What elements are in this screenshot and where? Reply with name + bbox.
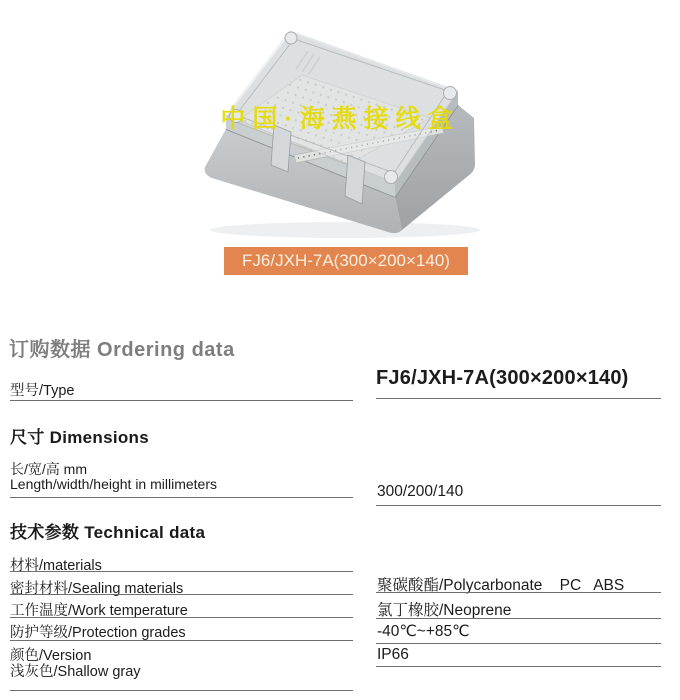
temperature-value: -40℃~+85℃: [377, 623, 470, 640]
divider-line: [376, 592, 661, 593]
size-label-zh: 长/宽/高 mm: [10, 461, 87, 477]
divider-line: [10, 690, 353, 691]
divider-line: [376, 666, 661, 667]
work-temperature-label: 工作温度/Work temperature: [10, 603, 188, 619]
divider-line: [376, 618, 661, 619]
ordering-data-heading: 订购数据 Ordering data: [9, 339, 235, 361]
divider-line: [10, 571, 353, 572]
protection-grades-label: 防护等级/Protection grades: [10, 625, 186, 641]
sealing-value: 氯丁橡胶/Neoprene: [377, 602, 512, 619]
materials-label: 材料/materials: [10, 558, 102, 574]
size-label-en: Length/width/height in millimeters: [10, 476, 217, 492]
product-image: [190, 25, 490, 245]
shallow-gray-label: 浅灰色/Shallow gray: [10, 664, 141, 680]
divider-line: [10, 497, 353, 498]
divider-line: [10, 640, 353, 641]
sealing-materials-label: 密封材料/Sealing materials: [10, 581, 184, 597]
junction-box-illustration: [190, 25, 490, 245]
technical-data-heading: 技术参数 Technical data: [10, 523, 206, 542]
divider-line: [376, 398, 661, 399]
type-value: FJ6/JXH-7A(300×200×140): [376, 367, 629, 389]
divider-line: [376, 643, 661, 644]
dimensions-heading: 尺寸 Dimensions: [10, 428, 149, 447]
divider-line: [10, 400, 353, 401]
brand-watermark: 中国·海燕接线盒: [220, 105, 460, 133]
protection-value: IP66: [377, 646, 409, 663]
size-value: 300/200/140: [377, 483, 464, 500]
material-value: 聚碳酸酯/Polycarbonate PC ABS: [377, 577, 625, 594]
model-badge: FJ6/JXH-7A(300×200×140): [224, 247, 468, 275]
divider-line: [10, 594, 353, 595]
divider-line: [10, 617, 353, 618]
type-label: 型号/Type: [10, 383, 75, 399]
divider-line: [376, 505, 661, 506]
color-version-label: 颜色/Version: [10, 648, 92, 664]
